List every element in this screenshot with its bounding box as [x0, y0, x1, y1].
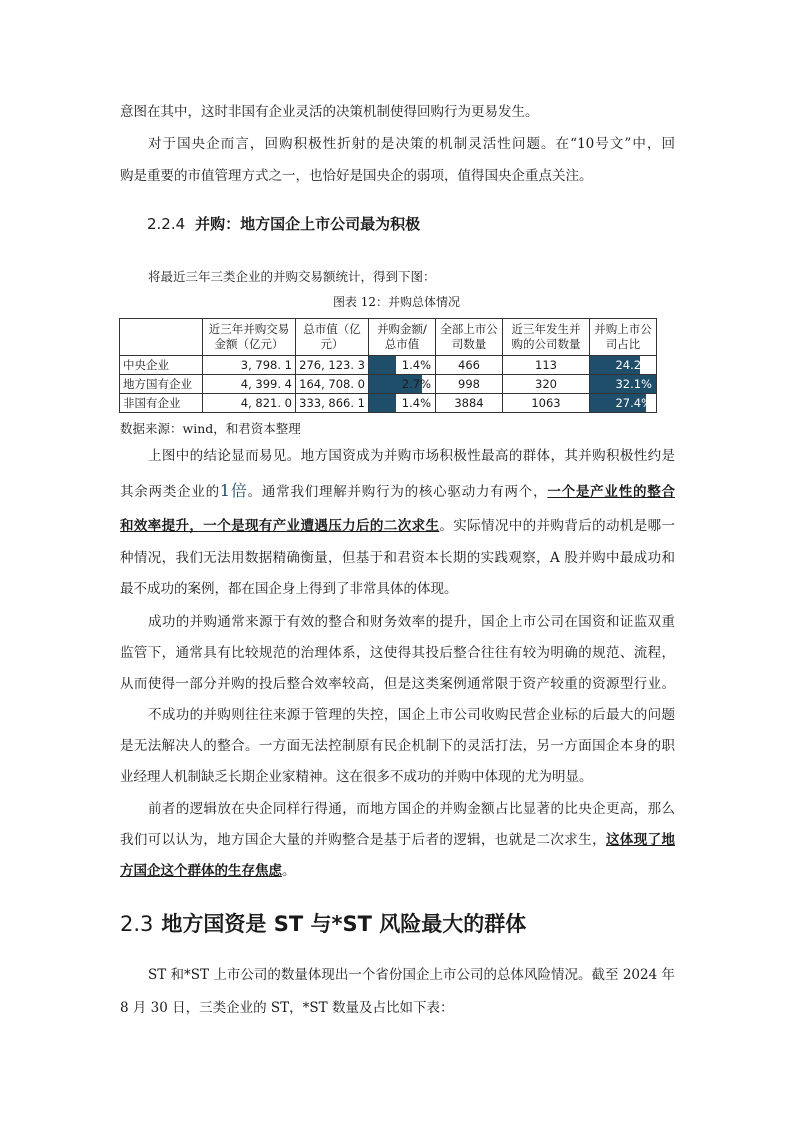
figure-caption: 图表 12：并购总体情况: [332, 295, 461, 309]
table-header-cell: 近三年并购交易金额（亿元）: [203, 319, 296, 356]
ma-count-cell: 113: [503, 356, 590, 375]
section-number: 2.2.4: [147, 215, 186, 233]
table-header-cell: 并购金额/总市值: [369, 319, 436, 356]
p1-text: 其余两类企业的: [120, 484, 220, 500]
section-heading-2-3: [120, 908, 526, 938]
p4-line-1: 前者的逻辑放在央企同样行得通，而地方国企的并购金额占比显著的比央企更高，那么: [148, 801, 675, 817]
p3-line-1: 不成功的并购则往往来源于管理的失控，国企上市公司收购民营企业标的后最大的问题: [148, 707, 675, 723]
share-bar-cell: [590, 375, 657, 394]
p1-emphasis: 一个是产业性的整合: [547, 484, 676, 500]
p5-line-2: 8 月 30 日，三类企业的 ST，*ST 数量及占比如下表：: [120, 1000, 454, 1016]
top-line-3: 购是重要的市值管理方式之一，也恰好是国央企的弱项，值得国央企重点关注。: [120, 168, 593, 184]
section-number: 2.3: [120, 912, 154, 936]
p1-line-5: 最不成功的案例，都在国企身上得到了非常具体的体现。: [120, 581, 458, 597]
p4-emphasis: 方国企这个群体的生存焦虑: [120, 863, 282, 879]
row-name: 中央企业: [120, 356, 203, 375]
mktcap-cell: 276, 123. 3: [296, 356, 369, 375]
p2-line-3: 从而使得一部分并购的投后整合效率较高，但是这类案例通常限于资产较重的资源型行业。: [120, 676, 675, 692]
p1-emphasis: 和效率提升，一个是现有产业遭遇压力后的二次求生: [120, 518, 440, 534]
share-value: 32.1%: [615, 377, 652, 391]
top-line-1: 意图在其中，这时非国有企业灵活的决策机制使得回购行为更易发生。: [120, 104, 539, 120]
mktcap-cell: 164, 708. 0: [296, 375, 369, 394]
table-header-cell: 总市值（亿元）: [296, 319, 369, 356]
section-title: 地方国资是 ST 与*ST 风险最大的群体: [161, 912, 527, 936]
row-name: 非国有企业: [120, 394, 203, 413]
p2-line-2: 监管下，通常具有比较规范的治理体系，这使得其投后整合往往有较为明确的规范、流程，: [120, 645, 675, 661]
table-row: [120, 356, 657, 375]
ratio-value: 2.7%: [401, 377, 431, 391]
table-header-cell: 近三年发生并购的公司数量: [503, 319, 590, 356]
ratio-bar-fill: [369, 394, 396, 412]
ratio-value: 1.4%: [401, 358, 431, 372]
p3-line-3: 业经理人机制缺乏长期企业家精神。这在很多不成功的并购中体现的尤为明显。: [120, 769, 593, 785]
section-title: 并购：地方国企上市公司最为积极: [195, 215, 421, 233]
amount-cell: 4, 821. 0: [203, 394, 296, 413]
total-cell: 3884: [436, 394, 503, 413]
table-header-row: [120, 319, 657, 356]
ma-table: [119, 318, 657, 413]
row-name: 地方国有企业: [120, 375, 203, 394]
p4-line-3: [120, 861, 675, 881]
p1-text: 。实际情况中的并购背后的动机是哪一: [439, 518, 676, 534]
p4-line-2: [120, 830, 675, 850]
section-heading-2-2-4: [147, 213, 420, 234]
p3-line-2: 是无法解决人的整合。一方面无法控制原有民企机制下的灵活打法，另一方面国企本身的职: [120, 738, 675, 754]
p4-text: 。: [282, 863, 296, 879]
p1-line-1: 上图中的结论显而易见。地方国资成为并购市场积极性最高的群体，其并购积极性约是: [148, 448, 675, 464]
table-row: [120, 375, 657, 394]
total-cell: 466: [436, 356, 503, 375]
p4-text: 我们可以认为，地方国企大量的并购整合是基于后者的逻辑，也就是二次求生，: [120, 832, 606, 848]
ratio-bar-cell: [369, 375, 436, 394]
amount-cell: 4, 399. 4: [203, 375, 296, 394]
total-cell: 998: [436, 375, 503, 394]
share-bar-cell: [590, 394, 657, 413]
p4-emphasis: 这体现了地: [605, 832, 676, 848]
share-value: 24.2%: [615, 358, 652, 372]
share-bar-cell: [590, 356, 657, 375]
top-line-2: 对于国央企而言，回购积极性折射的是决策的机制灵活性问题。在“10号文”中，回: [148, 136, 675, 152]
ratio-bar-cell: [369, 356, 436, 375]
p1-line-2: [120, 481, 675, 502]
share-value: 27.4%: [615, 396, 652, 410]
table-row: [120, 394, 657, 413]
p1-line-3: [120, 516, 675, 536]
intro-line: 将最近三年三类企业的并购交易额统计，得到下图：: [148, 269, 436, 284]
table-header-cell: 并购上市公司占比: [590, 319, 657, 356]
table-header-cell: [120, 319, 203, 356]
mktcap-cell: 333, 866. 1: [296, 394, 369, 413]
ratio-bar-cell: [369, 394, 436, 413]
p2-line-1: 成功的并购通常来源于有效的整合和财务效率的提升，国企上市公司在国资和证监双重: [148, 614, 675, 630]
data-source: 数据来源：wind，和君资本整理: [120, 421, 301, 436]
amount-cell: 3, 798. 1: [203, 356, 296, 375]
p1-text: 。通常我们理解并购行为的核心驱动力有两个，: [247, 484, 548, 500]
ratio-value: 1.4%: [401, 396, 431, 410]
p5-line-1: ST 和*ST 上市公司的数量体现出一个省份国企上市公司的总体风险情况。截至 2024 年: [148, 967, 675, 983]
ma-count-cell: 1063: [503, 394, 590, 413]
ma-count-cell: 320: [503, 375, 590, 394]
p1-highlight: 1倍: [219, 481, 248, 500]
table-header-cell: 全部上市公司数量: [436, 319, 503, 356]
p1-line-4: 种情况，我们无法用数据精确衡量，但基于和君资本长期的实践观察，A 股并购中最成功和: [120, 550, 675, 566]
ratio-bar-fill: [369, 356, 396, 374]
